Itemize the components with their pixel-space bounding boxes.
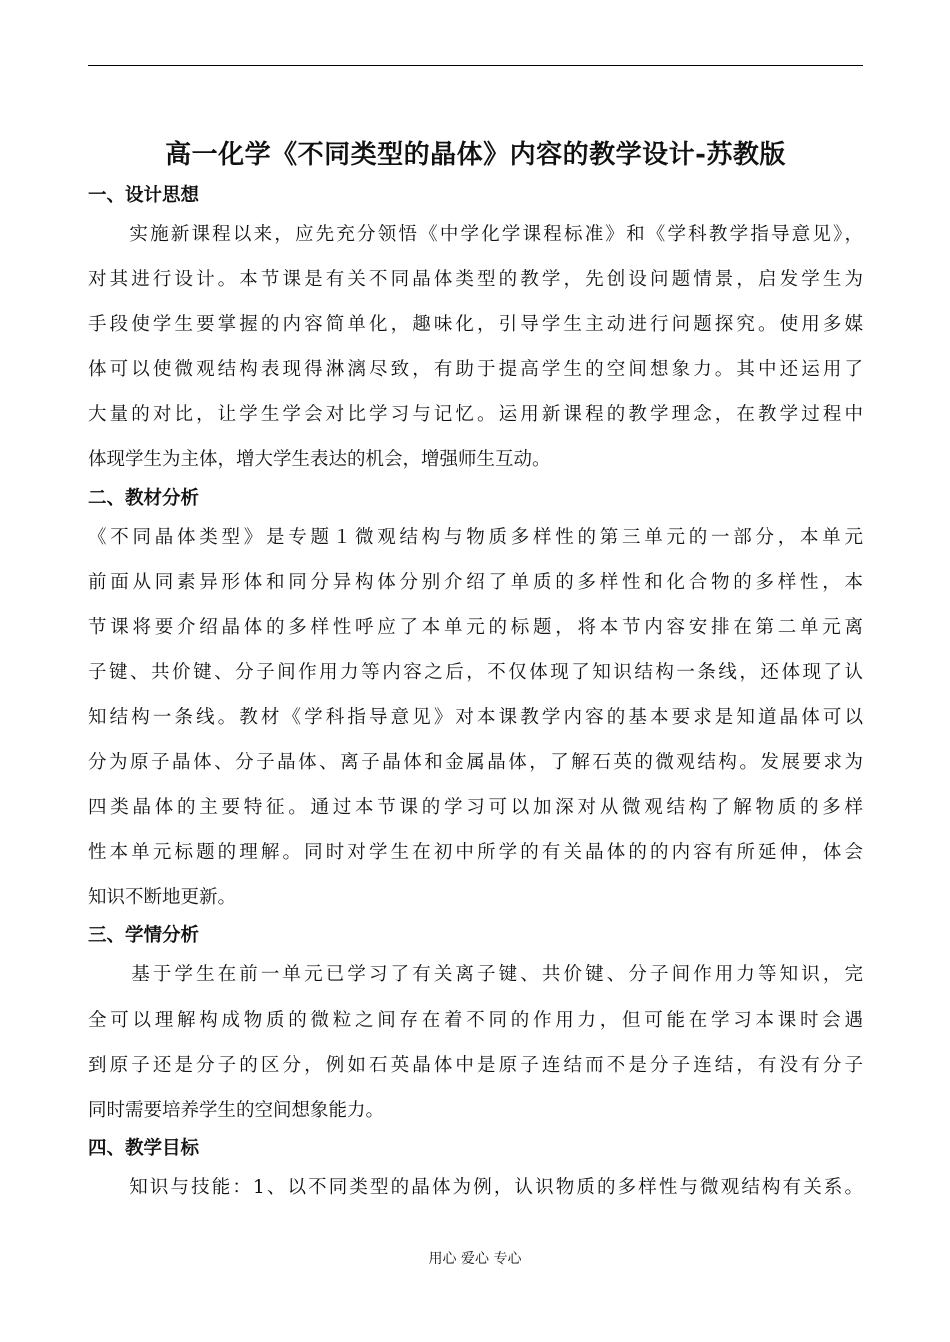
section-heading: 二、教材分析 — [88, 487, 200, 509]
header-rule — [88, 65, 863, 66]
paragraph-line: 《不同晶体类型》是专题１微观结构与物质多样性的第三单元的一部分，本单元 — [88, 526, 863, 548]
paragraph-line: 性本单元标题的理解。同时对学生在初中所学的有关晶体的的内容有所延伸，体会 — [88, 842, 863, 864]
section-paragraph — [88, 515, 863, 921]
section-heading: 四、教学目标 — [88, 1137, 200, 1159]
paragraph-line: 知识不断地更新。 — [88, 887, 237, 909]
paragraph-line: 分为原子晶体、分子晶体、离子晶体和金属晶体，了解石英的微观结构。发展要求为 — [88, 752, 863, 774]
section-heading: 三、学情分析 — [88, 925, 200, 947]
paragraph-line: 知识与技能：1、以不同类型的晶体为例，认识物质的多样性与微观结构有关系。 — [88, 1176, 863, 1198]
section-student-analysis — [88, 920, 863, 1132]
document-body — [88, 180, 863, 1210]
section-design-idea — [88, 180, 863, 483]
paragraph-line: 体现学生为主体，增大学生表达的机会，增强师生互动。 — [88, 449, 551, 471]
paragraph-line: 知结构一条线。教材《学科指导意见》对本课教学内容的基本要求是知道晶体可以 — [88, 706, 863, 728]
section-heading: 一、设计思想 — [88, 185, 200, 206]
paragraph-line: 子键、共价键、分子间作用力等内容之后，不仅体现了知识结构一条线，还体现了认 — [88, 661, 863, 683]
section-textbook-analysis — [88, 483, 863, 921]
page-footer: 用心 爱心 专心 — [428, 1251, 522, 1267]
document-title: 高一化学《不同类型的晶体》内容的教学设计-苏教版 — [165, 140, 786, 171]
paragraph-line: 到原子还是分子的区分，例如石英晶体中是原子连结而不是分子连结，有没有分子 — [88, 1054, 863, 1076]
section-paragraph — [88, 1165, 863, 1210]
paragraph-line: 体可以使微观结构表现得淋漓尽致，有助于提高学生的空间想象力。其中还运用了 — [88, 359, 863, 381]
paragraph-line: 四类晶体的主要特征。通过本节课的学习可以加深对从微观结构了解物质的多样 — [88, 797, 863, 819]
section-paragraph — [88, 212, 863, 483]
paragraph-line: 前面从同素异形体和同分异构体分别介绍了单质的多样性和化合物的多样性，本 — [88, 571, 863, 593]
paragraph-line: 手段使学生要掌握的内容简单化，趣味化，引导学生主动进行问题探究。使用多媒 — [88, 314, 863, 336]
paragraph-line: 大量的对比，让学生学会对比学习与记忆。运用新课程的教学理念，在教学过程中 — [88, 404, 863, 426]
section-teaching-goals — [88, 1133, 863, 1210]
paragraph-line: 实施新课程以来，应先充分领悟《中学化学课程标准》和《学科教学指导意见》， — [88, 224, 863, 245]
paragraph-line: 全可以理解构成物质的微粒之间存在着不同的作用力，但可能在学习本课时会遇 — [88, 1009, 863, 1031]
paragraph-line: 基于学生在前一单元已学习了有关离子键、共价键、分子间作用力等知识，完 — [88, 964, 863, 986]
paragraph-line: 节课将要介绍晶体的多样性呼应了本单元的标题，将本节内容安排在第二单元离 — [88, 616, 863, 638]
paragraph-line: 同时需要培养学生的空间想象能力。 — [88, 1099, 385, 1121]
section-paragraph — [88, 952, 863, 1132]
paragraph-line: 对其进行设计。本节课是有关不同晶体类型的教学，先创设问题情景，启发学生为 — [88, 269, 863, 291]
